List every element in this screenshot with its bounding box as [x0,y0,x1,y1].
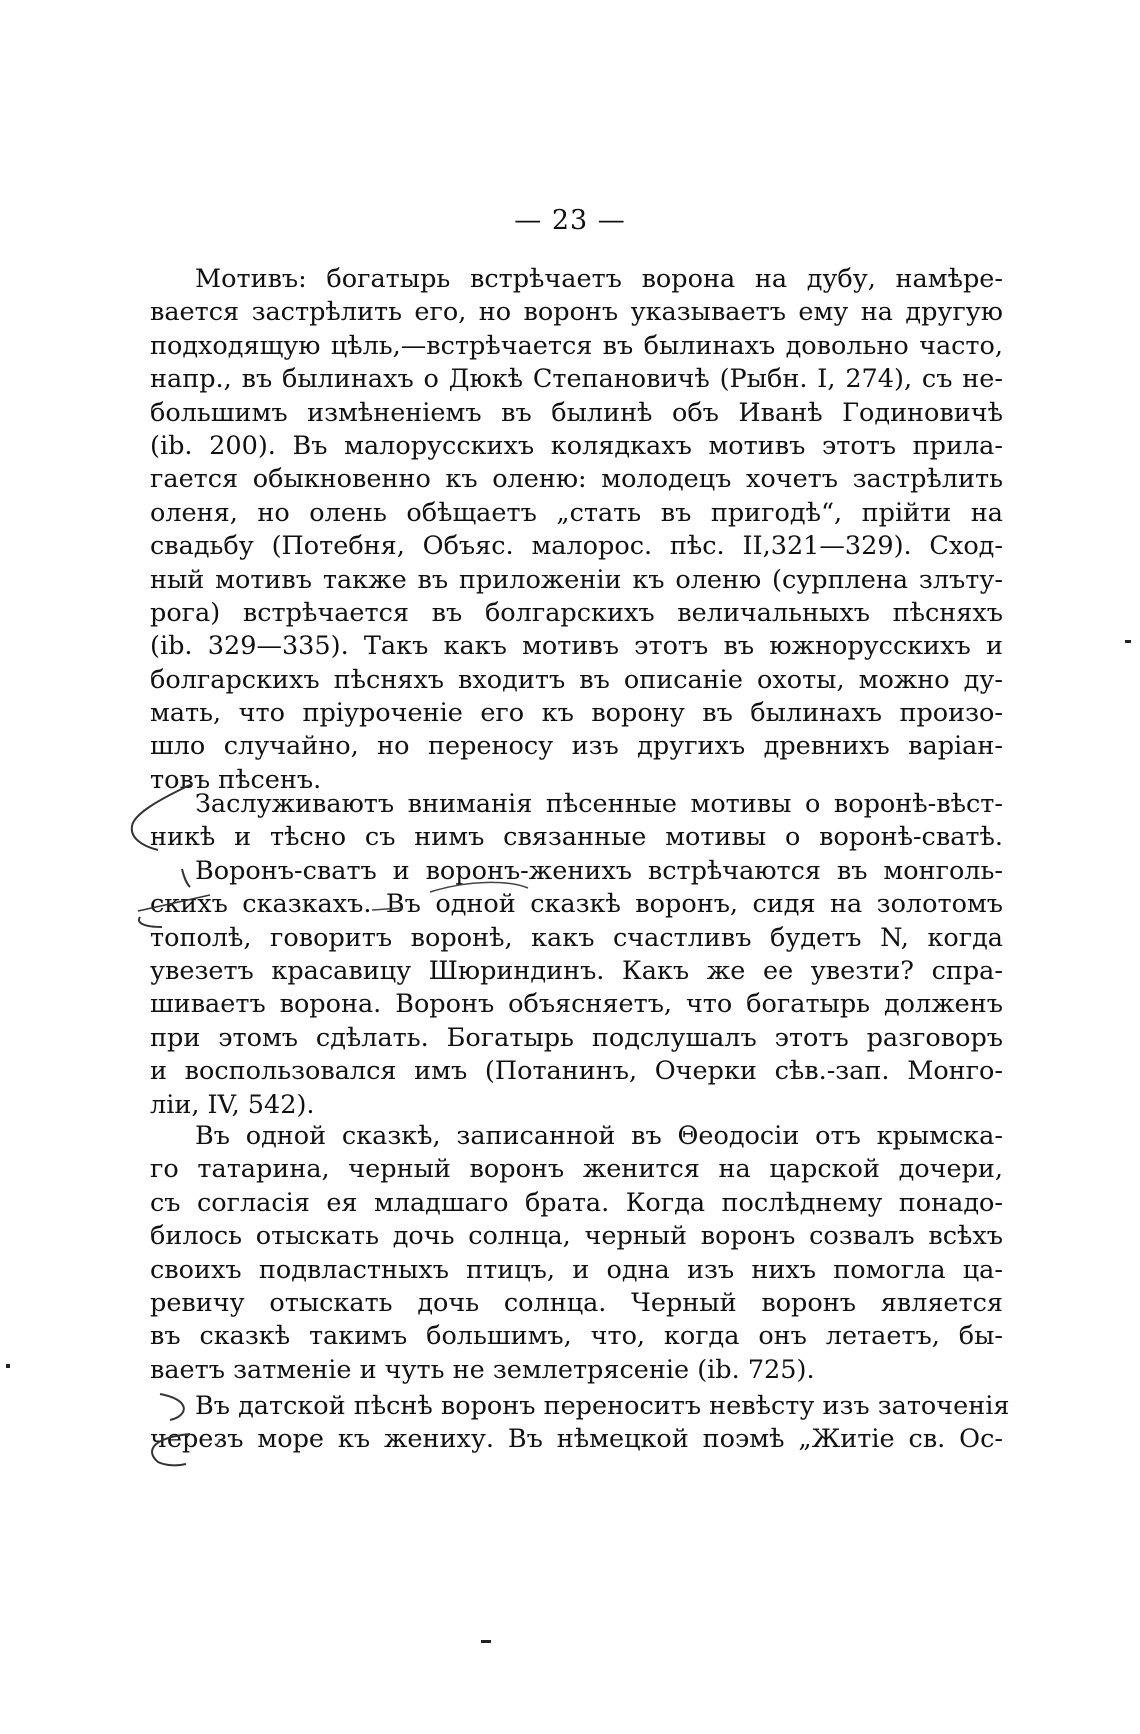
text-line: Въ датской пѣснѣ воронъ переноситъ невѣсту изъ заточенія [195,1391,1010,1421]
scan-speck [6,1364,10,1368]
text-line: большимъ измѣненіемъ въ былинѣ объ Иванѣ Годиновичѣ [150,397,1003,428]
text-line: ный мотивъ также въ приложеніи къ оленю (сурплена злъту- [150,564,1003,595]
text-line: скихъ сказкахъ. Въ одной сказкѣ воронъ, сидя на золотомъ [150,889,1003,920]
text-line: оленя, но олень обѣщаетъ „стать въ пригодѣ“, прійти на [150,497,1003,528]
text-line: при этомъ сдѣлать. Богатырь подслушалъ этотъ разговоръ [150,1022,1003,1053]
text-line: мать, что пріуроченіе его къ ворону въ былинахъ произо- [150,698,1003,729]
paragraph-1 [150,263,1003,797]
text-line: ревичу отыскать дочь солнца. Черный воронъ является [150,1287,1003,1318]
paragraph-4 [150,1390,1010,1457]
paragraph-3 [150,1120,1003,1387]
text-line: шло случайно, но переносу изъ другихъ древнихъ варіан- [150,731,1003,762]
text-line: рога) встрѣчается въ болгарскихъ величальныхъ пѣсняхъ [150,597,1003,628]
text-line: ліи, IV, 542). [150,1089,315,1120]
text-line: товъ пѣсенъ. [150,764,322,795]
paragraph-2 [150,788,1003,1122]
text-line: черезъ море къ жениху. Въ нѣмецкой поэмѣ „Житіе св. Ос- [150,1424,1003,1455]
text-line: го татарина, черный воронъ женится на царской дочери, [150,1154,1003,1185]
scan-speck [1125,640,1131,643]
text-line: (ib. 200). Въ малорусскихъ колядкахъ мотивъ этотъ прила- [150,430,1003,461]
text-line: съ согласія ея младшаго брата. Когда послѣднему понадо- [150,1187,1003,1218]
text-line: вается застрѣлить его, но воронъ указываетъ ему на другую [150,297,1003,328]
text-line: тополѣ, говоритъ воронѣ, какъ счастливъ будетъ N, когда [150,922,1003,953]
text-line: гается обыкновенно къ оленю: молодецъ хочетъ застрѣлить [150,464,1003,495]
text-line: Въ одной сказкѣ, записанной въ Θеодосіи отъ крымска- [195,1121,1003,1151]
text-line: никѣ и тѣсно съ нимъ связанные мотивы о воронѣ-сватѣ. [150,822,1003,853]
text-line: свадьбу (Потебня, Объяс. малорос. пѣс. II,321—329). Сход- [150,531,1003,562]
text-line: увезетъ красавицу Шюриндинъ. Какъ же ее увезти? спра- [150,955,1003,986]
page-number: — 23 — [514,205,626,236]
text-line: напр., въ былинахъ о Дюкѣ Степановичѣ (Рыбн. I, 274), съ не- [150,364,1003,395]
text-line: подходящую цѣль,—встрѣчается въ былинахъ довольно часто, [150,330,1003,361]
text-line: своихъ подвластныхъ птицъ, и одна изъ нихъ помогла ца- [150,1254,1003,1285]
text-line: Заслуживаютъ вниманія пѣсенные мотивы о воронѣ-вѣст- [195,789,1003,819]
text-line: (ib. 329—335). Такъ какъ мотивъ этотъ въ южнорусскихъ и [150,631,1003,662]
text-line: Мотивъ: богатырь встрѣчаетъ ворона на дубу, намѣре- [195,264,1003,294]
text-line: и воспользовался имъ (Потанинъ, Очерки сѣв.-зап. Монго- [150,1056,1003,1087]
text-line: билось отыскать дочь солнца, черный воронъ созвалъ всѣхъ [150,1221,1003,1252]
text-line: Воронъ-сватъ и воронъ-женихъ встрѣчаются въ монголь- [195,855,1003,886]
text-line: ваетъ затменіе и чуть не землетрясеніе (ib. 725). [150,1354,815,1385]
text-line: болгарскихъ пѣсняхъ входитъ въ описаніе охоты, можно ду- [150,664,1003,695]
text-line: шиваетъ ворона. Воронъ объясняетъ, что богатырь долженъ [150,989,1003,1020]
scan-speck [481,1640,491,1643]
text-line: въ сказкѣ такимъ большимъ, что, когда онъ летаетъ, бы- [150,1321,1003,1352]
